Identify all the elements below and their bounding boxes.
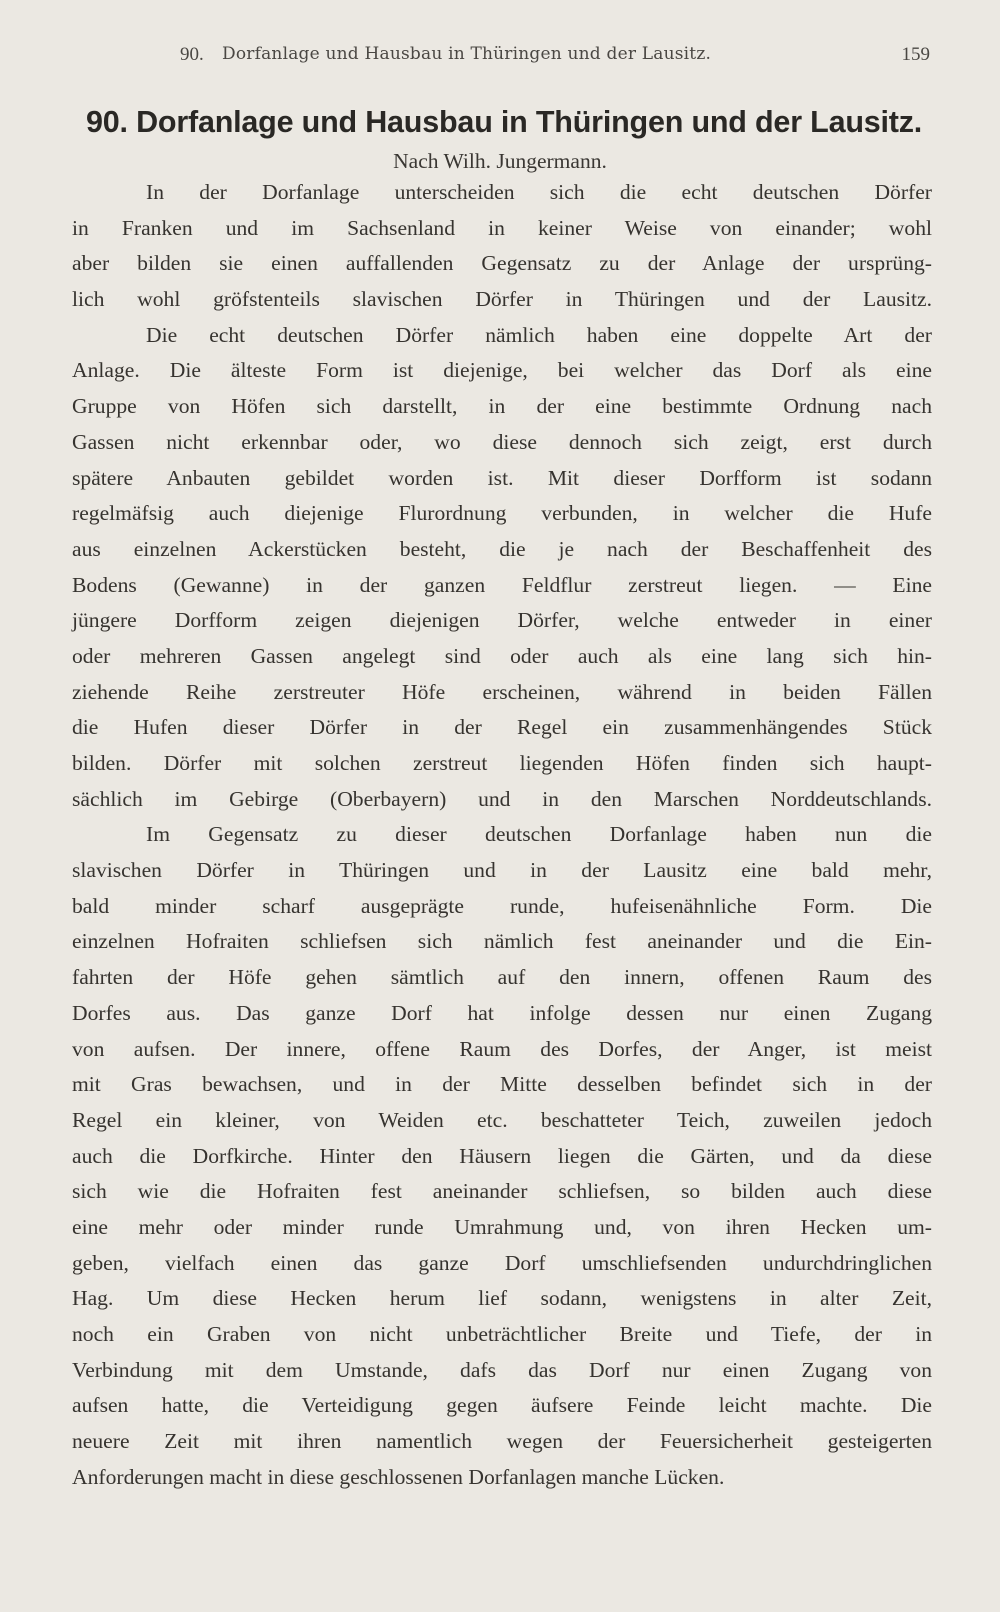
text-line: aufsen hatte, die Verteidigung gegen äufsere Feinde leicht machte. Die xyxy=(72,1393,932,1418)
text-line: Gruppe von Höfen sich darstellt, in der eine bestimmte Ordnung nach xyxy=(72,394,932,419)
text-line: Regel ein kleiner, von Weiden etc. beschatteter Teich, zuweilen jedoch xyxy=(72,1107,932,1132)
text-line: Anlage. Die älteste Form ist diejenige, bei welcher das Dorf als eine xyxy=(72,358,932,383)
page-number: 159 xyxy=(901,44,930,65)
text-line: regelmäfsig auch diejenige Flurordnung verbunden, in welcher die Hufe xyxy=(72,501,932,526)
text-line: sich wie die Hofraiten fest aneinander schliefsen, so bilden auch diese xyxy=(72,1179,932,1204)
text-line: slavischen Dörfer in Thüringen und in der Lausitz eine bald mehr, xyxy=(72,858,932,883)
text-line: Anforderungen macht in diese geschlossenen Dorfanlagen manche Lücken. xyxy=(72,1464,725,1489)
chapter-title: 90. Dorfanlage und Hausbau in Thüringen und der Lausitz. xyxy=(86,105,923,139)
text-line: eine mehr oder minder runde Umrahmung und, von ihren Hecken um- xyxy=(72,1214,932,1239)
text-line: geben, vielfach einen das ganze Dorf umschliefsenden undurchdringlichen xyxy=(72,1250,932,1275)
text-line: auch die Dorfkirche. Hinter den Häusern liegen die Gärten, und da diese xyxy=(72,1143,932,1168)
text-line: Dorfes aus. Das ganze Dorf hat infolge dessen nur einen Zugang xyxy=(72,1000,932,1025)
running-head-number: 90. xyxy=(180,44,204,65)
text-line: die Hufen dieser Dörfer in der Regel ein zusammenhängendes Stück xyxy=(72,715,932,740)
text-line: bilden. Dörfer mit solchen zerstreut liegenden Höfen finden sich haupt- xyxy=(72,751,932,775)
text-line: jüngere Dorfform zeigen diejenigen Dörfer, welche entweder in einer xyxy=(72,608,932,633)
text-line: Bodens (Gewanne) in der ganzen Feldflur zerstreut liegen. — Eine xyxy=(72,572,932,597)
running-head xyxy=(180,44,930,74)
text-line: neuere Zeit mit ihren namentlich wegen der Feuersicherheit gesteigerten xyxy=(72,1429,932,1454)
body-text xyxy=(72,175,932,1495)
text-line: In der Dorfanlage unterscheiden sich die echt deutschen Dörfer xyxy=(146,180,932,204)
text-line: einzelnen Hofraiten schliefsen sich nämlich fest aneinander und die Ein- xyxy=(72,929,932,954)
text-line: Verbindung mit dem Umstande, dafs das Dorf nur einen Zugang von xyxy=(72,1357,932,1382)
text-line: bald minder scharf ausgeprägte runde, hufeisenähnliche Form. Die xyxy=(72,893,932,918)
running-head-title: Dorfanlage und Hausbau in Thüringen und der Lausitz. xyxy=(222,44,712,64)
text-line: Hag. Um diese Hecken herum lief sodann, wenigstens in alter Zeit, xyxy=(72,1286,932,1311)
text-line: lich wohl gröfstenteils slavischen Dörfer in Thüringen und der Lausitz. xyxy=(72,287,932,312)
text-line: von aufsen. Der innere, offene Raum des Dorfes, der Anger, ist meist xyxy=(72,1036,932,1061)
text-line: sächlich im Gebirge (Oberbayern) und in den Marschen Norddeutschlands. xyxy=(72,786,932,811)
text-line: Gassen nicht erkennbar oder, wo diese dennoch sich zeigt, erst durch xyxy=(72,429,932,454)
text-line: aber bilden sie einen auffallenden Gegensatz zu der Anlage der ursprüng- xyxy=(72,251,932,276)
text-line: Die echt deutschen Dörfer nämlich haben eine doppelte Art der xyxy=(146,322,932,347)
author-line: Nach Wilh. Jungermann. xyxy=(393,149,607,173)
text-line: ziehende Reihe zerstreuter Höfe erscheinen, während in beiden Fällen xyxy=(72,679,932,704)
text-line: fahrten der Höfe gehen sämtlich auf den innern, offenen Raum des xyxy=(72,965,932,990)
text-line: spätere Anbauten gebildet worden ist. Mit dieser Dorfform ist sodann xyxy=(72,465,932,490)
text-line: mit Gras bewachsen, und in der Mitte desselben befindet sich in der xyxy=(72,1072,932,1097)
text-line: noch ein Graben von nicht unbeträchtlicher Breite und Tiefe, der in xyxy=(72,1322,932,1346)
text-line: Im Gegensatz zu dieser deutschen Dorfanlage haben nun die xyxy=(146,822,932,847)
text-line: in Franken und im Sachsenland in keiner Weise von einander; wohl xyxy=(72,215,932,240)
text-line: aus einzelnen Ackerstücken besteht, die je nach der Beschaffenheit des xyxy=(72,536,932,561)
text-line: oder mehreren Gassen angelegt sind oder auch als eine lang sich hin- xyxy=(72,643,932,668)
